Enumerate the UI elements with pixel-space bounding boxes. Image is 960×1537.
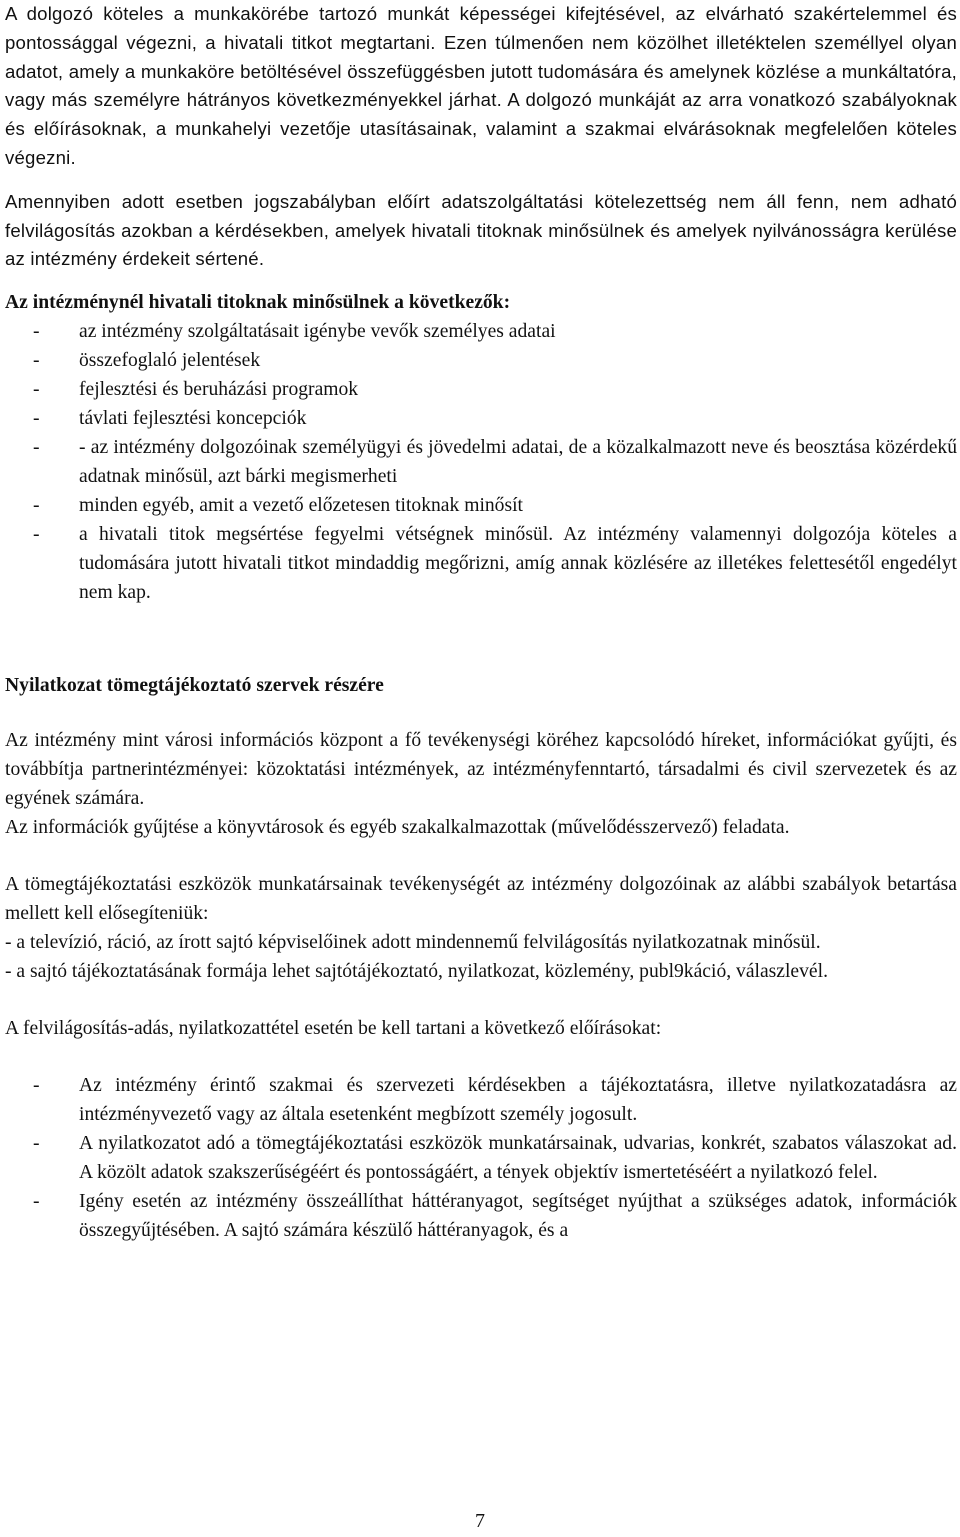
- paragraph-rules-intro: A felvilágosítás-adás, nyilatkozattétel esetén be kell tartani a következő előírásokat:: [5, 1018, 662, 1040]
- bullet-dash: -: [33, 350, 40, 372]
- list-item: - A nyilatkozatot adó a tömegtájékoztatási eszközök munkatársainak, udvarias, konkrét, szabatos válaszokat ad. A közölt adatok szakszerűségéért és pontosságáért, a tények objektív ismertetéséért a nyilatkozó felel.: [5, 1129, 957, 1187]
- bullet-dash: -: [33, 1075, 40, 1097]
- bullet-dash: -: [33, 408, 40, 430]
- press-rules-list: [5, 1071, 957, 1245]
- page-number: 7: [475, 1510, 485, 1532]
- list-item: - minden egyéb, amit a vezető előzetesen titoknak minősít: [5, 491, 957, 520]
- paragraph-press-rules: A tömegtájékoztatási eszközök munkatársainak tevékenységét az intézmény dolgozóinak az alábbi szabályok betartása mellett kell elősegíteniük:: [5, 874, 957, 925]
- secret-list: [5, 317, 957, 607]
- secret-list-heading: Az intézménynél hivatali titoknak minősülnek a következők:: [5, 292, 511, 314]
- bullet-dash: -: [33, 437, 40, 459]
- paragraph-disclosure: Amennyiben adott esetben jogszabályban előírt adatszolgáltatási kötelezettség nem áll fenn, nem adható felvilágosítás azokban a kérdésekben, amelyek hivatali titoknak minősülnek és amelyek nyilvánosságra kerülése az intézmény érdekeit sértené.: [5, 190, 957, 270]
- list-item: - Igény esetén az intézmény összeállíthat háttéranyagot, segítséget nyújthat a szükséges adatok, információk összegyűjtésében. A sajtó számára készülő háttéranyagok, és a: [5, 1187, 957, 1245]
- list-item: - - az intézmény dolgozóinak személyügyi és jövedelmi adatai, de a közalkalmazott neve és beosztása közérdekű adatnak minősül, azt bárki megismerheti: [5, 433, 957, 491]
- bullet-dash: -: [33, 495, 40, 517]
- bullet-dash: -: [33, 321, 40, 343]
- document-page: [5, 0, 957, 1245]
- bullet-dash: -: [33, 524, 40, 546]
- paragraph-confidentiality: A dolgozó köteles a munkakörébe tartozó munkát képességei kifejtésével, az elvárható szakértelemmel és pontossággal végezni, a hivatali titkot megtartani. Ezen túlmenően nem közölhet illetéktelen személlyel olyan adatot, amely a munkaköre betöltésével összefüggésben jutott tudomására és amelynek közlése a munkáltatóra, vagy más személyre hátrányos következményekkel járhat. A dolgozó munkáját az arra vonatkozó szabályoknak és előírásoknak, a munkahelyi vezetője utasításainak, valamint a szakmai elvárásoknak megfelelően köteles végezni.: [5, 3, 957, 168]
- press-section-heading: Nyilatkozat tömegtájékoztató szervek részére: [5, 675, 384, 697]
- list-item: - a hivatali titok megsértése fegyelmi vétségnek minősül. Az intézmény valamennyi dolgozója köteles a tudomására jutott hivatali titkot mindaddig megőrizni, amíg annak közlésére az illetékes felettesétől engedélyt nem kap.: [5, 520, 957, 607]
- list-item: - Az intézmény érintő szakmai és szervezeti kérdésekben a tájékoztatásra, illetve nyilatkozatadásra az intézményvezető vagy az általa esetenként megbízott személy jogosult.: [5, 1071, 957, 1129]
- paragraph-info-gathering: Az információk gyűjtése a könyvtárosok és egyéb szakalkalmazottak (művelődésszervező) feladata.: [5, 817, 790, 839]
- list-item: - távlati fejlesztési koncepciók: [5, 404, 957, 433]
- bullet-dash: -: [33, 1133, 40, 1155]
- paragraph-tv-radio: - a televízió, ráció, az írott sajtó képviselőinek adott mindennemű felvilágosítás nyilatkozatnak minősül.: [5, 932, 821, 954]
- list-item: - fejlesztési és beruházási programok: [5, 375, 957, 404]
- bullet-dash: -: [33, 379, 40, 401]
- paragraph-press-forms: - a sajtó tájékoztatásának formája lehet sajtótájékoztató, nyilatkozat, közlemény, publ9káció, válaszlevél.: [5, 961, 828, 983]
- paragraph-info-center: Az intézmény mint városi információs központ a fő tevékenységi köréhez kapcsolódó híreket, információkat gyűjti, és továbbítja partnerintézményei: közoktatási intézmények, az intézményfenntartó, társadalmi és civil szervezetek és az egyének számára.: [5, 730, 957, 810]
- list-item: - összefoglaló jelentések: [5, 346, 957, 375]
- bullet-dash: -: [33, 1191, 40, 1213]
- list-item: - az intézmény szolgáltatásait igénybe vevők személyes adatai: [5, 317, 957, 346]
